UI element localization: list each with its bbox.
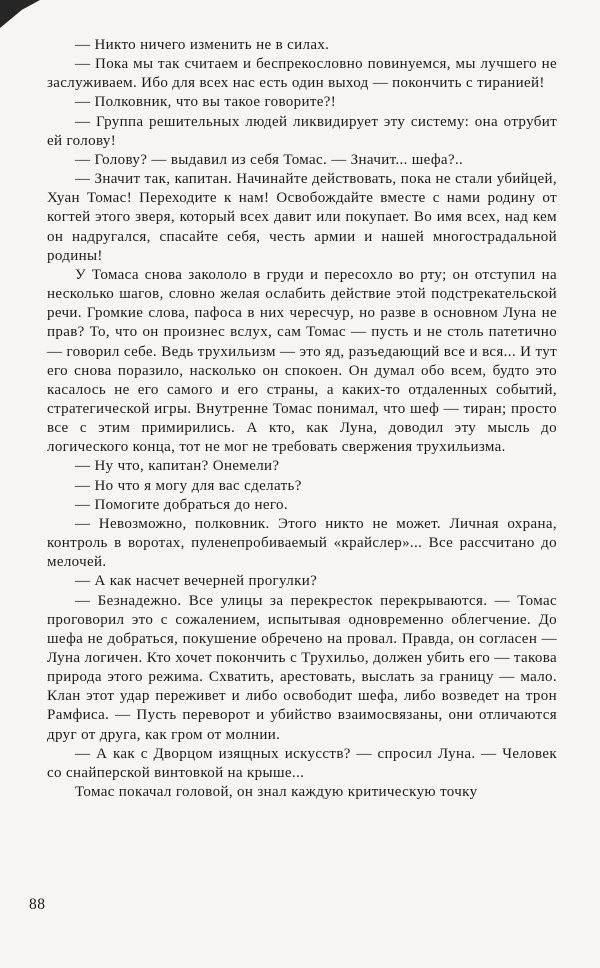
- page-number: 88: [29, 896, 46, 913]
- paragraph: — Полковник, что вы такое говорите?!: [75, 94, 337, 111]
- paragraph: — Но что я могу для вас сделать?: [75, 477, 302, 494]
- paragraph: У Томаса снова закололо в груди и пересохло во рту; он отступил на несколько шагов, словно желая ослабить действие этой подстрекательской речи. Громкие слова, пафоса в них чересчур, но разве в основном Луна не прав? То, что он произнес вслух, сам Томас — пусть и не столь патетично — говорил себе. Ведь трухильизм — это яд, разъедающий все и вся... И тут его снова поразило, насколько он спокоен. Он думал обо всем, будто это касалось не его самого и его страны, а каких-то отдаленных событий, стратегической игры. Внутренне Томас понимал, что шеф — тиран; просто все с этим примирились. А кто, как Луна, доводил эту мысль до логического конца, тот не мог не требовать свержения трухильизма.: [47, 266, 557, 456]
- paragraph: — Ну что, капитан? Онемели?: [75, 458, 280, 475]
- paragraph: — Группа решительных людей ликвидирует эту систему: она отрубит ей голову!: [47, 113, 557, 149]
- page-text: [47, 36, 557, 802]
- paragraph: — Значит так, капитан. Начинайте действовать, пока не стали убийцей, Хуан Томас! Переходите к нам! Освобождайте вместе с нами родину от когтей этого зверя, который всех давит или покупает. Во имя всех, над кем он надругался, спасайте себя, честь армии и нашей многострадальной родины!: [47, 171, 557, 264]
- paragraph: — А как с Дворцом изящных искусств? — спросил Луна. — Человек со снайперской винтовкой на крыше...: [47, 745, 557, 781]
- paragraph: — Помогите добраться до него.: [75, 496, 288, 513]
- paragraph: — Никто ничего изменить не в силах.: [75, 37, 330, 53]
- paragraph: — А как насчет вечерней прогулки?: [75, 573, 318, 590]
- paragraph: — Пока мы так считаем и беспрекословно повинуемся, мы лучшего не заслуживаем. Ибо для всех нас есть один выход — покончить с тиранией!: [47, 56, 557, 92]
- paragraph: — Невозможно, полковник. Этого никто не может. Личная охрана, контроль в воротах, пуленепробиваемый «крайслер»... Все рассчитано до мелочей.: [47, 515, 557, 571]
- paragraph: Томас покачал головой, он знал каждую критическую точку: [75, 784, 478, 801]
- paragraph: — Голову? — выдавил из себя Томас. — Значит... шефа?..: [75, 151, 464, 168]
- scan-artifact: [0, 0, 40, 28]
- paragraph: — Безнадежно. Все улицы за перекресток перекрываются. — Томас проговорил это с сожалением, испытывая одновременно облегчение. До шефа не добраться, покушение обречено на провал. Правда, он согласен — Луна логичен. Кто хочет покончить с Трухильо, должен убить его — такова природа этого режима. Схватить, арестовать, выслать за границу — мало. Клан этот удар переживет и либо освободит шефа, либо возведет на трон Рамфиса. — Пусть переворот и убийство взаимосвязаны, они отличаются друг от друга, как гром от молнии.: [47, 592, 557, 743]
